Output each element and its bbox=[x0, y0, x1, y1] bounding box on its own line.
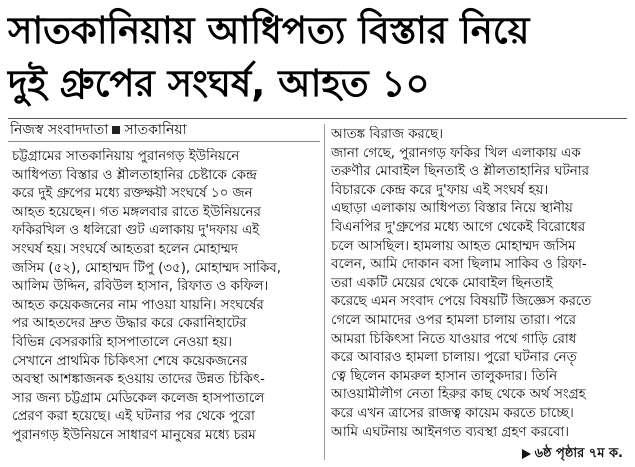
byline bbox=[10, 121, 187, 139]
column-1-line: সংঘর্ষ হয়। সংঘর্ষে আহতরা হলেন মোহাম্মদ bbox=[12, 241, 238, 257]
column-1-line: প্রেরণ করা হয়েছে। এই ঘটনার পর থেকে পুরো bbox=[12, 409, 255, 425]
column-2-line: আতঙ্ক বিরাজ করছে। bbox=[331, 127, 444, 142]
column-2-line: এছাড়া এলাকায় আধিপত্য বিস্তার নিয়ে স্থানীয় bbox=[331, 201, 573, 217]
column-2-line: জানা গেছে, পুরানগড় ফকির খিল এলাকায় এক bbox=[331, 145, 581, 161]
column-1-line: বিভিন্ন বেসরকারি হাসপাতালে নেওয়া হয়। bbox=[12, 334, 233, 350]
column-2-line: ত্বে ছিলেন কামরুল হাসান তালুকদার। তিনি bbox=[331, 368, 558, 384]
column-2-line: আওয়ামীলীগ নেতা হিরুর কাছ থেকে অর্থ সংগ্রহ bbox=[331, 387, 586, 403]
column-1-line: সেখানে প্রাথমিক চিকিৎসা শেষে কয়েকজনের bbox=[12, 353, 248, 369]
column-2-line: করেছে এমন সংবাদ পেয়ে বিষয়টি জিজ্ঞেস করতে bbox=[331, 294, 592, 310]
column-1-line: ফকিরখিল ও ধলিরো গুট এলাকায় দু'দফায় এই bbox=[12, 223, 260, 239]
headline-line-1: সাতকানিয়ায় আধিপত্য বিস্তার নিয়ে bbox=[8, 9, 530, 52]
byline-location: সাতকানিয়া bbox=[124, 122, 187, 138]
square-bullet-icon bbox=[112, 126, 120, 134]
column-2-line: করে এখন ত্রাসের রাজত্ব কায়েম করতে চাচ্ছে। bbox=[331, 405, 574, 421]
column-2-line: আমি এঘটনায় আইনগত ব্যবস্থা গ্রহণ করবো। bbox=[331, 424, 570, 440]
column-1-line: অবস্থা আশঙ্কাজনক হওয়ায় তাদের উন্নত চিকিৎ- bbox=[12, 372, 265, 388]
column-1-line: জসিম (৫২), মোহাম্মদ টিপু (৩৫), মোহাম্মদ সাকিব, bbox=[12, 260, 281, 276]
article-column-1 bbox=[12, 148, 318, 446]
column-2-line: বিচারকে কেন্দ্র করে দু'ফায় এই সংঘর্ষ হয়। bbox=[331, 182, 549, 198]
column-1-line: করে দুই গ্রুপের মধ্যে রক্তক্ষয়ী সংঘর্ষে ১০ জন bbox=[12, 186, 253, 202]
article-column-2 bbox=[331, 126, 627, 442]
column-2-line: বিএনপির দু'গ্রুপের মধ্যে আগে থেকেই বিরোধের bbox=[331, 219, 586, 235]
column-1-line: পর আহতদের দ্রুত উদ্ধার করে কেরানিহাটের bbox=[12, 316, 247, 332]
column-2-line: করে আবারও হামলা চালায়। পুরো ঘটনার নেতৃ bbox=[331, 350, 577, 366]
column-1-line: সার জন্য চট্টগ্রাম মেডিকেল কলেজ হাসপাতালে bbox=[12, 390, 265, 406]
column-2-line: তরা একটি মেয়ের থেকে মোবাইল ছিনতাই bbox=[331, 275, 553, 291]
column-2-line: বলেন, আমি দোকান বসা ছিলাম সাকিব ও রিফা- bbox=[331, 257, 587, 273]
column-divider bbox=[324, 124, 325, 460]
headline-line-2: দুই গ্রুপের সংঘর্ষ, আহত ১০ bbox=[8, 62, 430, 105]
column-1-line: আধিপত্য বিস্তার ও শ্লীলতাহানির চেষ্টাকে কেন্দ্র bbox=[12, 167, 257, 183]
column-1-line: আহত হয়েছেন। গত মঙ্গলবার রাতে ইউনিয়নের bbox=[12, 204, 261, 220]
byline-reporter: নিজস্ব সংবাদদাতা bbox=[10, 122, 109, 138]
column-2-line: গেলে আমাদের ওপর হামলা চালায় তারা। পরে bbox=[331, 312, 577, 328]
column-1-line: আহত কয়েকজনের নাম পাওয়া যায়নি। সংঘর্ষের bbox=[12, 297, 264, 313]
column-1-line: চট্টগ্রামের সাতকানিয়ায় পুরানগড় ইউনিয়নে bbox=[12, 149, 240, 164]
headline-rule bbox=[8, 118, 627, 119]
column-2-line: আমরা চিকিৎসা নিতে যাওয়ার পথে গাড়ি রোধ bbox=[331, 331, 577, 347]
continuation-note bbox=[522, 444, 623, 465]
byline-rule bbox=[8, 141, 320, 142]
column-1-line: আলিম উদ্দিন, রবিউল হাসান, রিফাত ও কফিল। bbox=[12, 279, 269, 295]
headline bbox=[8, 4, 627, 110]
column-2-line: তরুণীর মোবাইল ছিনতাই ও শ্লীলতাহানির ঘটনার bbox=[331, 164, 590, 180]
column-2-line: চলে আসছিল। হামলায় আহত মোহাম্মদ জসিম bbox=[331, 238, 576, 254]
arrow-right-icon bbox=[522, 449, 531, 459]
column-1-line: পুরানগড় ইউনিয়নে সাধারণ মানুষের মধ্যে চরম bbox=[12, 427, 256, 443]
continuation-text: ৬ষ্ঠ পৃষ্ঠার ৭ম ক. bbox=[534, 446, 623, 461]
